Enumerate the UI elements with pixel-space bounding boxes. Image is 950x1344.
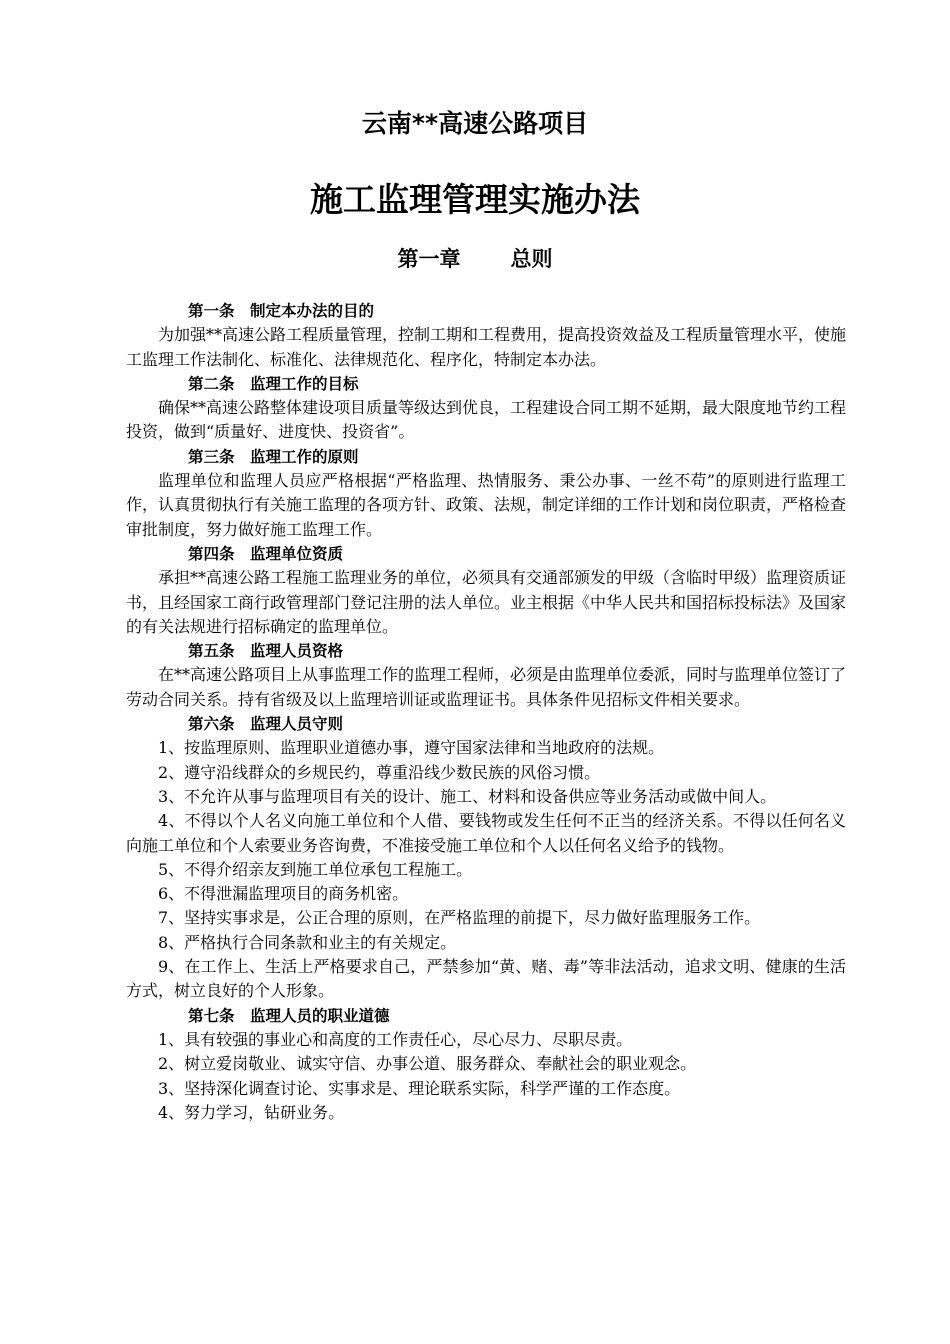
article-heading: [126, 712, 846, 736]
article-paragraph: 3、不允许从事与监理项目有关的设计、施工、材料和设备供应等业务活动或做中间人。: [158, 786, 777, 806]
article-heading: [126, 639, 846, 663]
article-title: 监理人员守则: [250, 715, 344, 734]
article-title: 监理人员资格: [250, 642, 344, 661]
article-paragraph: 为加强**高速公路工程质量管理，控制工期和工程费用，提高投资效益及工程质量管理水平，使施工监理工作法制化、标准化、法律规范化、程序化，特制定本办法。: [126, 325, 847, 369]
article-paragraph: 承担**高速公路工程施工监理业务的单位，必须具有交通部颁发的甲级（含临时甲级）监理资质证书，且经国家工商行政管理部门登记注册的法人单位。业主根据《中华人民共和国招标投标法》及国家的有关法规进行招标确定的监理单位。: [126, 568, 847, 636]
project-title: 云南**高速公路项目: [361, 109, 589, 138]
article-title: 制定本办法的目的: [250, 302, 375, 320]
article-heading: [126, 542, 846, 566]
document-title: 施工监理管理实施办法: [310, 180, 640, 219]
article-number: 第一条: [188, 302, 235, 320]
article-paragraph: 2、遵守沿线群众的乡规民约，尊重沿线少数民族的风俗习惯。: [158, 762, 601, 782]
article-paragraph: 4、不得以个人名义向施工单位和个人借、要钱物或发生任何不正当的经济关系。不得以任何名义向施工单位和个人索要业务咨询费，不准接受施工单位和个人以任何名义给予的钱物。: [126, 811, 846, 855]
article-heading: [126, 299, 846, 323]
chapter-number: 第一章: [397, 247, 461, 271]
article-paragraph: 5、不得介绍亲友到施工单位承包工程施工。: [158, 859, 473, 879]
article-paragraph: 确保**高速公路整体建设项目质量等级达到优良，工程建设合同工期不延期，最大限度地节约工程投资，做到“质量好、进度快、投资省”。: [126, 398, 847, 442]
article-number: 第五条: [188, 642, 235, 661]
article-number: 第三条: [188, 447, 235, 466]
article-title: 监理工作的原则: [250, 447, 359, 466]
chapter-name: 总则: [510, 247, 553, 271]
article-title: 监理工作的目标: [250, 374, 359, 393]
article-title: 监理单位资质: [250, 544, 344, 563]
article-paragraph: 4、努力学习，钻研业务。: [158, 1102, 345, 1122]
article-number: 第二条: [188, 374, 235, 393]
article-number: 第四条: [188, 544, 235, 563]
article-paragraph: 9、在工作上、生活上严格要求自己，严禁参加“黄、赌、毒”等非法活动，追求文明、健康的生活方式，树立良好的个人形象。: [126, 957, 846, 1001]
article-paragraph: 8、严格执行合同条款和业主的有关规定。: [158, 932, 457, 952]
article-paragraph: 2、树立爱岗敬业、诚实守信、办事公道、服务群众、奉献社会的职业观念。: [158, 1054, 697, 1074]
chapter-heading: [0, 243, 950, 275]
article-paragraph: 1、按监理原则、监理职业道德办事，遵守国家法律和当地政府的法规。: [158, 738, 665, 758]
article-heading: [126, 372, 846, 396]
article-paragraph: 在**高速公路项目上从事监理工作的监理工程师，必须是由监理单位委派，同时与监理单位签订了劳动合同关系。持有省级及以上监理培训证或监理证书。具体条件见招标文件相关要求。: [126, 665, 847, 709]
article-paragraph: 3、坚持深化调查讨论、实事求是、理论联系实际，科学严谨的工作态度。: [158, 1078, 681, 1098]
article-number: 第六条: [188, 715, 235, 734]
article-number: 第七条: [188, 1006, 235, 1025]
article-heading: [126, 1004, 846, 1028]
article-title: 监理人员的职业道德: [250, 1006, 390, 1025]
document-body: [126, 299, 846, 1125]
article-heading: [126, 445, 846, 469]
article-paragraph: 6、不得泄漏监理项目的商务机密。: [158, 884, 409, 904]
article-paragraph: 7、坚持实事求是，公正合理的原则，在严格监理的前提下，尽力做好监理服务工作。: [158, 908, 761, 928]
article-paragraph: 1、具有较强的事业心和高度的工作责任心，尽心尽力、尽职尽责。: [158, 1029, 633, 1049]
article-paragraph: 监理单位和监理人员应严格根据“严格监理、热情服务、秉公办事、一丝不苟”的原则进行监理工作，认真贯彻执行有关施工监理的各项方针、政策、法规，制定详细的工作计划和岗位职责，严格检查审批制度，努力做好施工监理工作。: [126, 471, 847, 539]
